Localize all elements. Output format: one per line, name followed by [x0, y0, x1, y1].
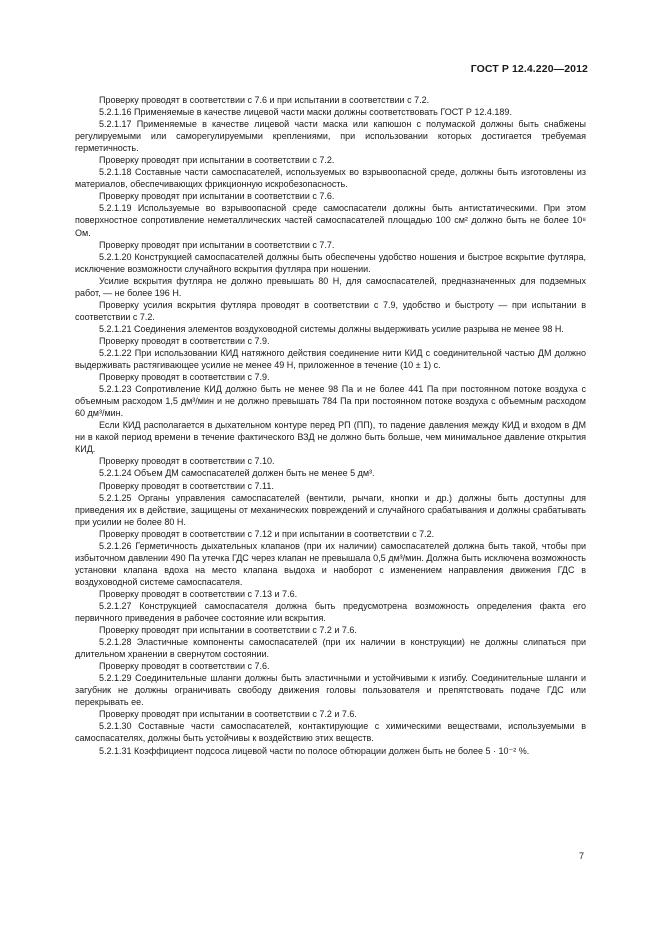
page-number: 7	[578, 851, 584, 861]
paragraph: Проверку проводят при испытании в соответствии с 7.2.	[99, 155, 335, 166]
paragraph: 5.2.1.16 Применяемые в качестве лицевой части маски должны соответствовать ГОСТ Р 12.4.189.	[99, 107, 512, 118]
paragraph: Проверку проводят при испытании в соответствии с 7.2 и 7.6.	[99, 709, 357, 720]
paragraph: Если КИД располагается в дыхательном контуре перед РП (ПП), то падение давления между КИД и входом в ДМ ни в какой период времени в течение фактического ВЗД не должно быть больше, чем минимальное давление открытия КИД.	[75, 420, 586, 455]
paragraph: Проверку проводят при испытании в соответствии с 7.7.	[99, 239, 335, 250]
paragraph: Проверку проводят при испытании в соответствии с 7.6.	[99, 191, 335, 202]
paragraph: Проверку проводят в соответствии с 7.9.	[99, 335, 270, 346]
paragraph: Проверку проводят в соответствии с 7.10.	[99, 456, 275, 467]
paragraph: Проверку проводят в соответствии с 7.6 и при испытании в соответствии с 7.2.	[99, 95, 430, 105]
paragraph: 5.2.1.27 Конструкцией самоспасателя должна быть предусмотрена возможность определения факта его первичного приведения в рабочее состояние или вскрытия.	[75, 600, 586, 624]
paragraph: 5.2.1.25 Органы управления самоспасателей (вентили, рычаги, кнопки и др.) должны быть доступны для приведения их в действие, защищены от механических повреждений и случайного срабатывания и должны срабатывать при усилии не более 80 Н.	[75, 492, 586, 527]
paragraph: 5.2.1.28 Эластичные компоненты самоспасателей (при их наличии в конструкции) не должны слипаться при длительном хранении в свернутом состоянии.	[75, 637, 586, 660]
document-header: ГОСТ Р 12.4.220—2012	[470, 63, 588, 75]
paragraph: 5.2.1.23 Сопротивление КИД должно быть не менее 98 Па и не более 441 Па при постоянном потоке воздуха с объемным расходом 1,5 дм³/мин и не должно превышать 784 Па при постоянном потоке воздуха с объемным расходом 60 дм³/мин.	[75, 384, 586, 419]
paragraph: Проверку проводят в соответствии с 7.13 и 7.6.	[99, 588, 298, 599]
paragraph: 5.2.1.20 Конструкцией самоспасателей должны быть обеспечены удобство ношения и быстрое вскрытие футляра, исключение возможности случайного вскрытия футляра при ношении.	[75, 251, 586, 274]
paragraph: 5.2.1.31 Коэффициент подсоса лицевой части по полосе обтюрации должен быть не более 5 · 10⁻² %.	[99, 745, 530, 756]
paragraph: 5.2.1.18 Составные части самоспасателей, используемых во взрывоопасной среде, должны быть изготовлены из материалов, обеспечивающих фрикционную искробезопасность.	[75, 167, 586, 190]
paragraph: 5.2.1.24 Объем ДМ самоспасателей должен быть не менее 5 дм³.	[99, 468, 375, 479]
paragraph: 5.2.1.22 При использовании КИД натяжного действия соединение нити КИД с соединительной частью ДМ должно выдерживать растягивающее усилие не менее 49 Н, приложенное в течение (10 ± 1) с.	[75, 347, 586, 371]
paragraph: 5.2.1.21 Соединения элементов воздуховодной системы должны выдерживать усилие разрыва не менее 98 Н.	[99, 323, 564, 334]
paragraph: Проверку проводят в соответствии с 7.12 и при испытании в соответствии с 7.2.	[99, 528, 435, 539]
paragraph: 5.2.1.29 Соединительные шланги должны быть эластичными и устойчивыми к изгибу. Соединительные шланги и загубник не должны ограничивать свободу движения головы пользователя и препятствовать подаче ГДС или перекрывать ее.	[75, 673, 586, 708]
paragraph: 5.2.1.17 Применяемые в качестве лицевой части маска или капюшон с полумаской должны быть снабжены регулируемыми или саморегулируемыми креплениями, при использовании которых достигается требуемая герметичность.	[75, 119, 586, 154]
paragraph: Проверку проводят в соответствии с 7.11.	[99, 480, 274, 491]
paragraph: 5.2.1.30 Составные части самоспасателей, контактирующие с химическими веществами, используемыми в самоспасателях, должны быть устойчивы к воздействию этих веществ.	[75, 721, 586, 744]
paragraph: Усилие вскрытия футляра не должно превышать 80 Н, для самоспасателей, предназначенных для подземных работ, — не более 196 Н.	[75, 275, 586, 298]
paragraph: Проверку проводят при испытании в соответствии с 7.2 и 7.6.	[99, 625, 357, 636]
paragraph: 5.2.1.19 Используемые во взрывоопасной среде самоспасатели должны быть антистатическими. При этом поверхностное сопротивление неметаллических частей самоспасателей площадью 100 см² должно быть не более 10⁸ Ом.	[75, 203, 586, 238]
document-body	[75, 94, 586, 757]
paragraph: Проверку проводят в соответствии с 7.9.	[99, 372, 270, 383]
paragraph: Проверку проводят в соответствии с 7.6.	[99, 661, 270, 672]
paragraph: Проверку усилия вскрытия футляра проводят в соответствии с 7.9, удобство и быстроту — при испытании в соответствии с 7.2.	[75, 299, 586, 322]
paragraph: 5.2.1.26 Герметичность дыхательных клапанов (при их наличии) самоспасателей должна быть такой, чтобы при избыточном давлении 490 Па утечка ГДС через клапан не превышала 0,5 дм³/мин. Должна быть исключена возможность установки клапана вдоха на место клапана выдоха и наоборот с изменением направления движения ГДС в воздуховодной системе самоспасателя.	[75, 540, 586, 587]
